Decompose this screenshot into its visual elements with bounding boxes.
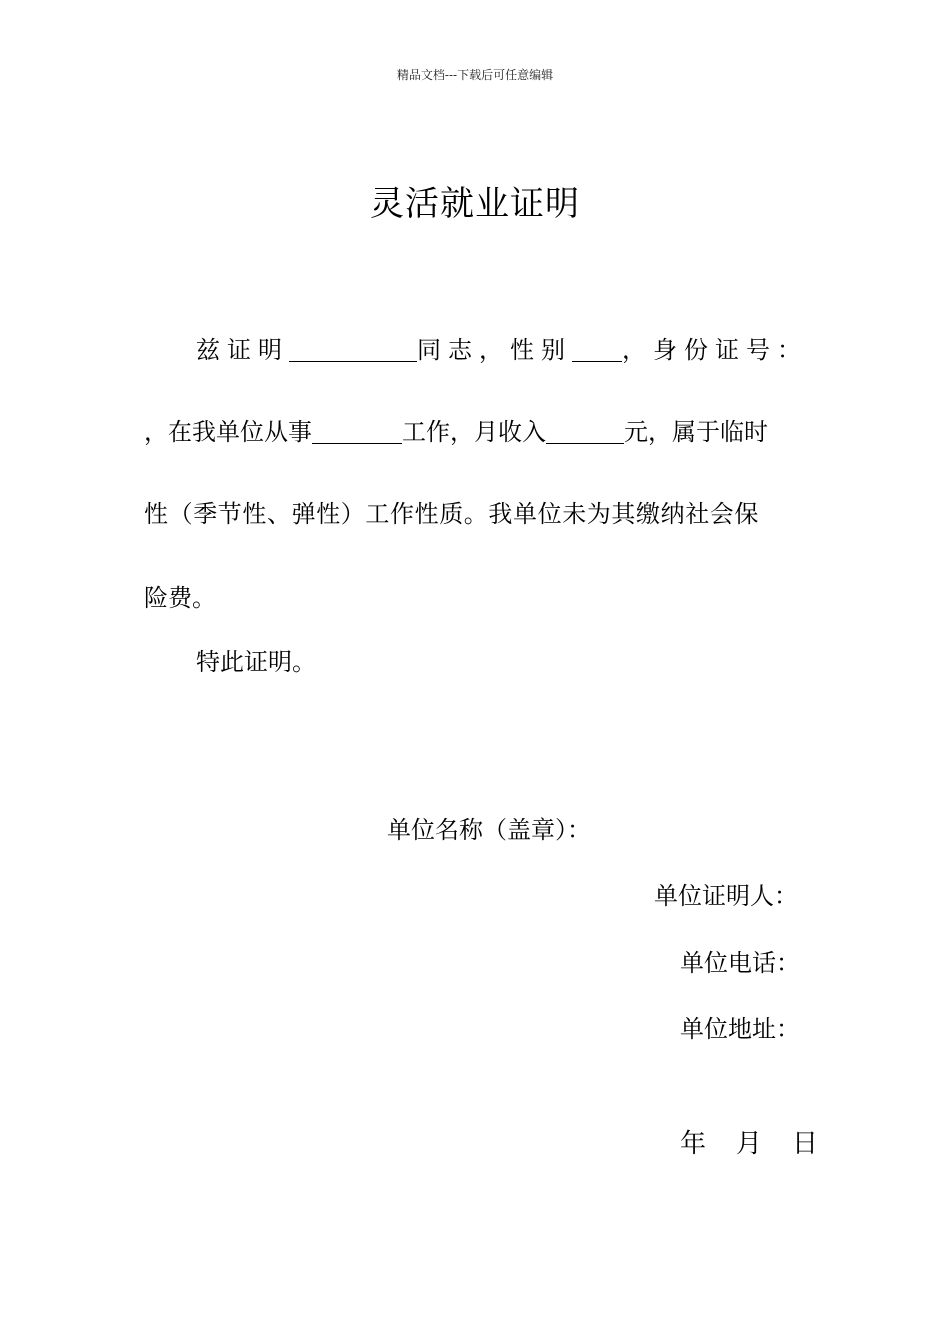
certifier-label: 单位证明人： [654, 882, 798, 910]
body-line-2 [144, 416, 806, 448]
date-day: 日 [792, 1129, 819, 1159]
unit-name-label: 单位名称（盖章）： [387, 816, 591, 844]
line1-prefix: 兹证明 [196, 336, 289, 364]
line2-suffix: 元，属于临时 [624, 418, 768, 446]
body-line-3: 性（季节性、弹性）工作性质。我单位未为其缴纳社会保 [144, 500, 759, 528]
body-line-4: 险费。 [144, 584, 216, 612]
address-label: 单位地址： [680, 1015, 800, 1043]
line1-middle: 同志，性别 [417, 336, 572, 364]
date-month: 月 [736, 1129, 763, 1159]
line2-prefix: ，在我单位从事 [144, 418, 312, 446]
closing-text: 特此证明。 [196, 648, 316, 676]
job-blank [312, 419, 402, 444]
income-blank [546, 419, 624, 444]
date-year: 年 [680, 1129, 707, 1159]
phone-label: 单位电话： [680, 949, 800, 977]
line2-middle: 工作，月收入 [402, 418, 546, 446]
body-line-1 [196, 334, 806, 366]
sex-blank [572, 337, 622, 362]
line1-suffix: ，身份证号： [622, 336, 808, 364]
document-title: 灵活就业证明 [370, 184, 580, 224]
header-note: 精品文档---下载后可任意编辑 [396, 68, 554, 82]
name-blank [289, 337, 417, 362]
date-row [680, 1128, 818, 1160]
